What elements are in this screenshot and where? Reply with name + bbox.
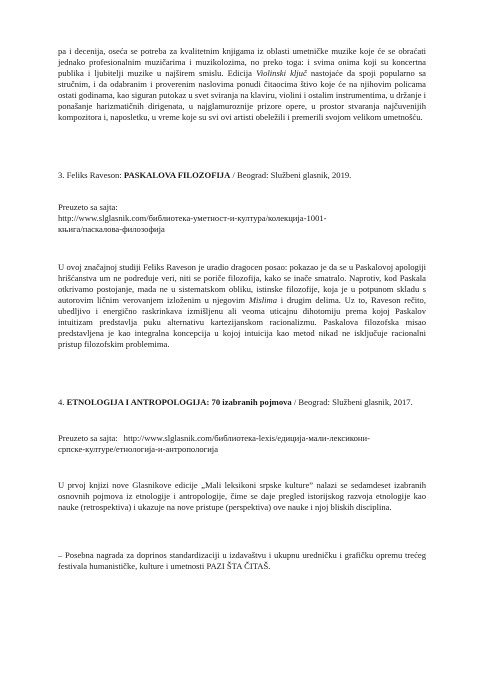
book3-url-line1[interactable]: http://www.slglasnik.com/библиотека-уметност-и-култура/колекција-1001- <box>58 213 327 223</box>
book3-review-part1: U ovoj značajnoj studiji Feliks Raveson je uradio dragocen posao: pokazao je da se u Paskalovoj apologiji hrišćanstva um ne podređuje veri, niti se poriče filozofija, kako se inače smatralo. Naprotiv, kod Paskala otkrivamo postojanje, mada ne u sistematskom obliku, istinske filozofije, koja je u potpunom skladu s autorovim ličnim verovanjem izloženim u njegovim <box>58 262 426 305</box>
book4-url-line2[interactable]: српске-културе/етнологија-и-антропологија <box>58 444 219 454</box>
book4-heading <box>58 397 426 408</box>
book3-source <box>58 202 426 235</box>
edition-name: Violinski ključ <box>256 68 307 78</box>
book4-publisher: / Beograd: Službeni glasnik, 2017. <box>291 397 413 407</box>
book4-title: ETNOLOGIJA I ANTROPOLOGIJA: 70 izabranih pojmova <box>66 397 292 407</box>
book3-review <box>58 262 426 350</box>
book3-url-line2[interactable]: књига/паскалова-филозофија <box>58 224 165 234</box>
intro-paragraph <box>58 46 426 123</box>
book3-review-italic: Mislima <box>248 295 278 305</box>
book4-url-line1[interactable]: http://www.slglasnik.com/библиотека-lexis/едиција-мали-лексикони- <box>123 433 370 443</box>
book4-review-text: U prvoj knjizi nove Glasnikove edicije „Mali leksikoni srpske kulture” nalazi se sedamdeset izabranih osnovnih pojmova iz etnologije i antropologije, čime se daje pregled istorijskog razvoja etnologije kao nauke (retrospektiva) i ukazuje na nove pristupe (perspektiva) ove nauke i njoj bliskih disciplina. <box>58 480 426 512</box>
book3-title: PASKALOVA FILOZOFIJA <box>123 170 231 180</box>
book4-prefix: 4. <box>58 397 67 407</box>
book4-source-line <box>58 433 426 444</box>
book3-publisher: / Beograd: Službeni glasnik, 2019. <box>230 170 352 180</box>
book4-source-label: Preuzeto sa sajta: <box>58 433 118 443</box>
award-note <box>58 550 426 572</box>
book3-review-part2: i drugim delima. Uz to, Raveson rečito, ubedljivo i energično raskrinkava izmišljenu ali veoma uticajnu dihotomiju prema kojoj Paskalov intuitizam predstavlja puku alternativu kartezijanskom racionalizmu. Paskalova filozofska misao predstavljena je kao integralna koncepcija u kojoj intuicija kao metod nikad ne isključuje racionalni pristup filozofskim problemima. <box>58 295 426 349</box>
award-text: – Posebna nagrada za doprinos standardizaciji u izdavaštvu i ukupnu uredničku i grafičku opremu trećeg festivala humanističke, kulture i umetnosti PAZI ŠTA ČITAŠ. <box>58 550 426 571</box>
book3-prefix: 3. Feliks Raveson: <box>58 170 124 180</box>
book3-source-label: Preuzeto sa sajta: <box>58 202 118 212</box>
intro-text-part1: pa i decenija, oseća se potreba za kvalitetnim knjigama iz oblasti umetničke muzike koje će se obraćati jednako profesionalnim muzičarima i muzikolozima, no preko toga: i svima onima koji su koncertna publika i ljubitelji muzike u najširem smislu. Edicija <box>58 46 426 78</box>
book3-heading <box>58 170 426 181</box>
book4-source <box>58 433 426 455</box>
intro-text-part2: nastojaće da spoji popularno sa stručnim, i da odabranim i proverenim naslovima ponudi čitaocima štivo koje će na njihovim policama ostati godinama, kao siguran putokaz u svet sviranja na klaviru, violini i ostalim instrumentima, u držanje i ponašanje harizmatičnih dirigenata, u najglamuroznije prizore opere, u prostor stvaranja najčuvenijih kompozitora i, naposletku, u vreme koje su svi ovi artisti obeležili i premerili svojom velikom umetnošću. <box>58 68 426 122</box>
book4-review <box>58 480 426 513</box>
